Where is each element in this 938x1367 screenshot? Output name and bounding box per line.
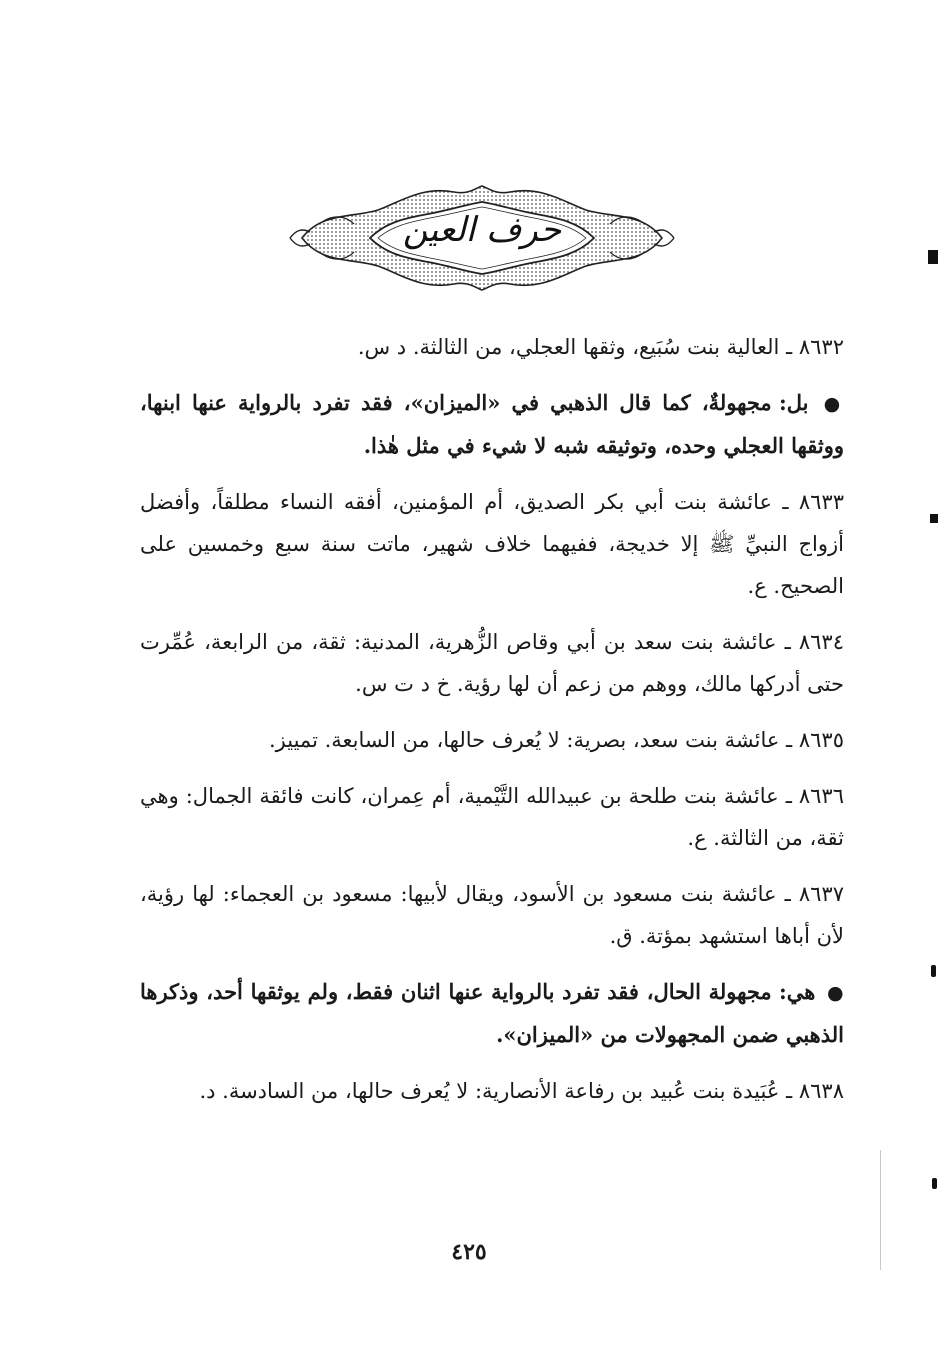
scan-edge-mark (931, 965, 936, 977)
bullet-icon: ● (827, 982, 845, 1004)
comment-8637 (140, 971, 844, 1056)
entry-8638: ٨٦٣٨ ـ عُبَيدة بنت عُبيد بن رفاعة الأنصارية: لا يُعرف حالها، من السادسة. د. (199, 1079, 844, 1103)
entry-8635: ٨٦٣٥ ـ عائشة بنت سعد، بصرية: لا يُعرف حالها، من السابعة. تمييز. (269, 728, 844, 752)
chapter-heading (282, 182, 682, 294)
scan-edge-line (880, 1150, 881, 1270)
entries-list (140, 326, 844, 1126)
chapter-title: حرف العين (402, 210, 562, 250)
comment-8632 (140, 382, 844, 467)
scan-edge-mark (928, 250, 938, 264)
scan-edge-mark (932, 1178, 937, 1189)
bullet-icon: ● (823, 393, 844, 415)
entry-8632: ٨٦٣٢ ـ العالية بنت سُبَيع، وثقها العجلي، من الثالثة. د س. (357, 335, 844, 359)
page-number: ٤٢٥ (451, 1239, 487, 1265)
entry-8637: ٨٦٣٧ ـ عائشة بنت مسعود بن الأسود، ويقال لأبيها: مسعود بن العجماء: لها رؤية، لأن أباها استشهد بمؤتة. ق. (140, 882, 844, 948)
entry-8633: ٨٦٣٣ ـ عائشة بنت أبي بكر الصديق، أم المؤمنين، أفقه النساء مطلقاً، وأفضل أزواج النبيِّ ﷺ إلا خديجة، ففيهما خلاف شهير، ماتت سنة سبع وخمسين على الصحيح. ع. (140, 490, 844, 598)
entry-8636: ٨٦٣٦ ـ عائشة بنت طلحة بن عبيدالله التَّيْمية، أم عِمران، كانت فائقة الجمال: وهي ثقة، من الثالثة. ع. (140, 784, 844, 850)
entry-8634: ٨٦٣٤ ـ عائشة بنت سعد بن أبي وقاص الزُّهرية، المدنية: ثقة، من الرابعة، عُمِّرت حتى أدركها مالك، ووهم من زعم أن لها رؤية. خ د ت س. (140, 630, 844, 696)
scan-edge-mark (930, 514, 938, 523)
comment-text: هي: مجهولة الحال، فقد تفرد بالرواية عنها اثنان فقط، ولم يوثقها أحد، وذكرها الذهبي ضمن المجهولات من «الميزان». (140, 979, 844, 1047)
comment-text: بل: مجهولةٌ، كما قال الذهبي في «الميزان»، فقد تفرد بالرواية عنها ابنها، ووثقها العجلي وحده، وتوثيقه شبه لا شيء في مثل هٰذا. (140, 390, 844, 458)
